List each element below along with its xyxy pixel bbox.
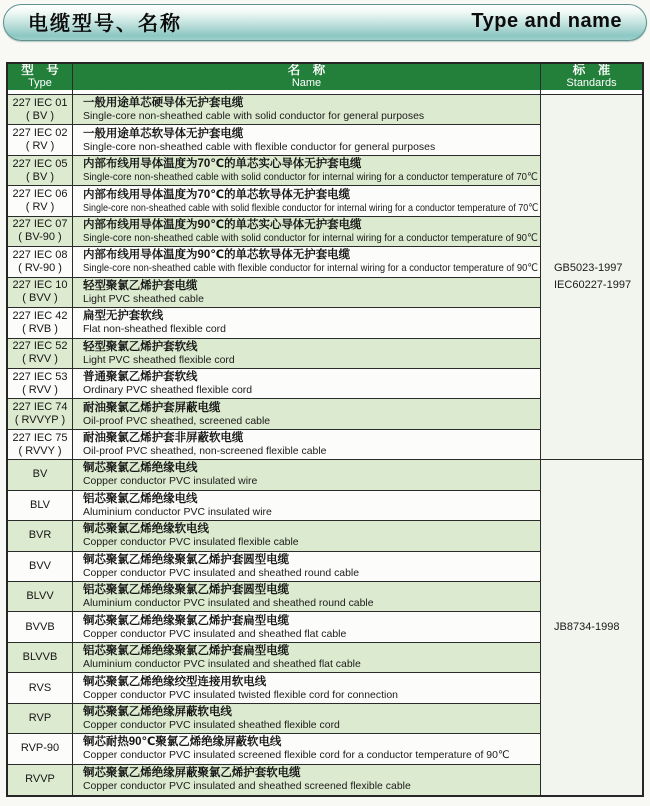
type-code: BLVVB <box>22 651 58 664</box>
name-chinese: 铜芯聚氯乙烯绝缘聚氯乙烯护套扁型电缆 <box>83 614 290 627</box>
page-banner <box>3 4 647 41</box>
name-english: Single-core non-sheathed cable with solid conductor for internal wiring for a conductor temperature of 70℃ <box>83 171 538 184</box>
name-cell <box>73 156 541 186</box>
type-code: 227 IEC 75 <box>12 431 68 444</box>
name-cell <box>73 278 541 308</box>
type-cell <box>8 247 73 277</box>
type-code: BLV <box>30 498 50 511</box>
name-cell <box>73 765 541 795</box>
name-chinese: 铜芯聚氯乙烯绝缘屏蔽软电线 <box>83 705 232 718</box>
type-cell <box>8 369 73 399</box>
name-chinese: 铝芯聚氯乙烯绝缘聚氯乙烯护套扁型电缆 <box>83 645 290 658</box>
name-english: Single-core non-sheathed cable with flexible conductor for internal wiring for a conductor temperature of 90℃ <box>83 262 538 275</box>
type-cell <box>8 521 73 551</box>
name-chinese: 铜芯耐热90℃聚氯乙烯绝缘屏蔽软电线 <box>83 736 282 749</box>
name-english: Oil-proof PVC sheathed, screened cable <box>83 414 271 427</box>
name-english: Aluminium conductor PVC insulated and sheathed flat cable <box>83 658 361 671</box>
type-code: RVP-90 <box>20 742 60 755</box>
type-code: 227 IEC 05 <box>12 157 68 170</box>
name-cell <box>73 491 541 521</box>
name-english: Copper conductor PVC insulated and sheathed screened flexible cable <box>83 780 411 793</box>
type-cell <box>8 125 73 155</box>
page-title-english: Type and name <box>471 10 622 32</box>
name-english: Light PVC sheathed flexible cord <box>83 353 235 366</box>
name-chinese: 铝芯聚氯乙烯绝缘电线 <box>83 492 198 505</box>
cable-type-table <box>6 62 644 797</box>
name-cell <box>73 217 541 247</box>
type-designation: ( RVVY ) <box>18 444 62 457</box>
column-header-standards <box>541 64 642 95</box>
name-cell <box>73 399 541 429</box>
name-cell <box>73 95 541 125</box>
name-english: Flat non-sheathed flexible cord <box>83 323 226 336</box>
standards-cell <box>541 460 642 795</box>
type-cell <box>8 612 73 642</box>
name-chinese: 内部布线用导体温度为70℃的单芯实心导体无护套电缆 <box>83 158 362 171</box>
name-english: Single-core non-sheathed cable with solid flexible conductor for internal wiring for a conductor temperature of 70℃ <box>83 201 539 214</box>
name-english: Aluminium conductor PVC insulated and sheathed round cable <box>83 597 374 610</box>
type-code: 227 IEC 06 <box>12 188 68 201</box>
type-code: 227 IEC 74 <box>12 401 68 414</box>
name-cell <box>73 460 541 490</box>
name-cell <box>73 308 541 338</box>
name-chinese: 一般用途单芯硬导体无护套电缆 <box>83 97 244 110</box>
type-cell <box>8 186 73 216</box>
name-chinese: 铜芯聚氯乙烯绝缘聚氯乙烯护套圆型电缆 <box>83 553 290 566</box>
type-code: 227 IEC 07 <box>12 218 68 231</box>
column-header-standards-en: Standards <box>566 77 617 89</box>
type-cell <box>8 491 73 521</box>
type-code: 227 IEC 08 <box>12 248 68 261</box>
name-english: Copper conductor PVC insulated and sheathed round cable <box>83 566 360 579</box>
type-code: RVP <box>28 711 52 724</box>
name-cell <box>73 612 541 642</box>
type-cell <box>8 308 73 338</box>
name-chinese: 轻型聚氯乙烯护套电缆 <box>83 279 198 292</box>
name-english: Single-core non-sheathed cable with solid conductor for general purposes <box>83 110 425 123</box>
name-english: Copper conductor PVC insulated screened flexible cord for a conductor temperature of 90℃ <box>83 749 510 762</box>
name-cell <box>73 369 541 399</box>
type-code: BV <box>32 468 48 481</box>
name-english: Single-core non-sheathed cable with solid conductor for internal wiring for a conductor temperature of 90℃ <box>83 231 538 244</box>
type-code: 227 IEC 10 <box>12 279 68 292</box>
name-cell <box>73 704 541 734</box>
name-chinese: 铜芯聚氯乙烯绝缘软电线 <box>83 523 209 536</box>
type-code: BLVV <box>26 590 54 603</box>
type-cell <box>8 430 73 460</box>
name-chinese: 轻型聚氯乙烯护套软线 <box>83 340 198 353</box>
standard-label: IEC60227-1997 <box>554 279 632 292</box>
type-cell <box>8 582 73 612</box>
name-cell <box>73 582 541 612</box>
name-english: Light PVC sheathed cable <box>83 292 204 305</box>
type-code: BVVB <box>25 620 55 633</box>
type-designation: ( BVV ) <box>22 292 58 305</box>
name-chinese: 普通聚氯乙烯护套软线 <box>83 371 198 384</box>
type-cell <box>8 278 73 308</box>
name-chinese: 铜芯聚氯乙烯绝缘屏蔽聚氯乙烯护套软电缆 <box>83 767 301 780</box>
name-cell <box>73 339 541 369</box>
column-header-name <box>73 64 541 95</box>
type-designation: ( RVB ) <box>22 322 58 335</box>
type-code: BVV <box>28 559 51 572</box>
name-chinese: 一般用途单芯软导体无护套电缆 <box>83 127 244 140</box>
name-english: Copper conductor PVC insulated and sheathed flat cable <box>83 627 347 640</box>
type-cell <box>8 704 73 734</box>
name-cell <box>73 734 541 764</box>
name-cell <box>73 673 541 703</box>
page-title-chinese: 电缆型号、名称 <box>28 13 182 35</box>
name-english: Copper conductor PVC insulated twisted flexible cord for connection <box>83 688 398 701</box>
type-cell <box>8 217 73 247</box>
column-header-standards-zh: 标 准 <box>572 64 611 77</box>
column-header-name-en: Name <box>291 77 322 89</box>
type-cell <box>8 156 73 186</box>
type-cell <box>8 399 73 429</box>
name-cell <box>73 186 541 216</box>
column-header-name-zh: 名 称 <box>287 64 326 77</box>
type-cell <box>8 643 73 673</box>
standard-label: JB8734-1998 <box>554 621 620 634</box>
column-header-type-en: Type <box>28 77 52 89</box>
name-chinese: 铜芯聚氯乙烯绝缘电线 <box>83 462 198 475</box>
type-designation: ( RVV ) <box>22 353 58 366</box>
column-header-type <box>8 64 73 95</box>
name-chinese: 扁型无护套软线 <box>83 310 164 323</box>
name-english: Ordinary PVC sheathed flexible cord <box>83 384 253 397</box>
type-code: 227 IEC 52 <box>12 340 68 353</box>
name-english: Copper conductor PVC insulated wire <box>83 475 258 488</box>
type-designation: ( RVV ) <box>22 383 58 396</box>
type-code: BVR <box>28 529 52 542</box>
name-cell <box>73 430 541 460</box>
type-code: 227 IEC 01 <box>12 96 68 109</box>
type-code: RVS <box>28 681 52 694</box>
type-designation: ( RV ) <box>25 140 55 153</box>
name-english: Copper conductor PVC insulated sheathed flexible cord <box>83 718 340 731</box>
type-cell <box>8 734 73 764</box>
type-designation: ( BV ) <box>25 109 55 122</box>
name-cell <box>73 552 541 582</box>
column-header-type-zh: 型 号 <box>21 64 59 77</box>
type-cell <box>8 552 73 582</box>
name-english: Oil-proof PVC sheathed, non-screened flexible cable <box>83 445 327 458</box>
type-designation: ( BV-90 ) <box>18 231 62 244</box>
type-cell <box>8 95 73 125</box>
name-chinese: 铝芯聚氯乙烯绝缘聚氯乙烯护套圆型电缆 <box>83 584 290 597</box>
type-designation: ( BV ) <box>25 170 55 183</box>
type-cell <box>8 339 73 369</box>
standard-label: GB5023-1997 <box>554 262 623 275</box>
type-code: 227 IEC 02 <box>12 127 68 140</box>
name-chinese: 内部布线用导体温度为90℃的单芯实心导体无护套电缆 <box>83 218 362 231</box>
type-cell <box>8 673 73 703</box>
name-chinese: 内部布线用导体温度为70℃的单芯软导体无护套电缆 <box>83 188 351 201</box>
name-english: Aluminium conductor PVC insulated wire <box>83 505 272 518</box>
standards-cell <box>541 95 642 460</box>
type-cell <box>8 765 73 795</box>
type-designation: ( RVVYP ) <box>14 414 66 427</box>
name-english: Single-core non-sheathed cable with flexible conductor for general purposes <box>83 140 436 153</box>
type-designation: ( RV-90 ) <box>18 261 62 274</box>
name-cell <box>73 521 541 551</box>
name-chinese: 耐油聚氯乙烯护套屏蔽电缆 <box>83 401 221 414</box>
name-chinese: 耐油聚氯乙烯护套非屏蔽软电缆 <box>83 432 244 445</box>
type-designation: ( RV ) <box>25 201 55 214</box>
name-cell <box>73 247 541 277</box>
name-cell <box>73 643 541 673</box>
name-chinese: 铜芯聚氯乙烯绝缘绞型连接用软电线 <box>83 675 267 688</box>
type-cell <box>8 460 73 490</box>
type-code: 227 IEC 42 <box>12 309 68 322</box>
type-code: RVVP <box>25 773 55 786</box>
name-chinese: 内部布线用导体温度为90℃的单芯软导体无护套电缆 <box>83 249 351 262</box>
name-cell <box>73 125 541 155</box>
name-english: Copper conductor PVC insulated flexible cable <box>83 536 299 549</box>
type-code: 227 IEC 53 <box>12 370 68 383</box>
